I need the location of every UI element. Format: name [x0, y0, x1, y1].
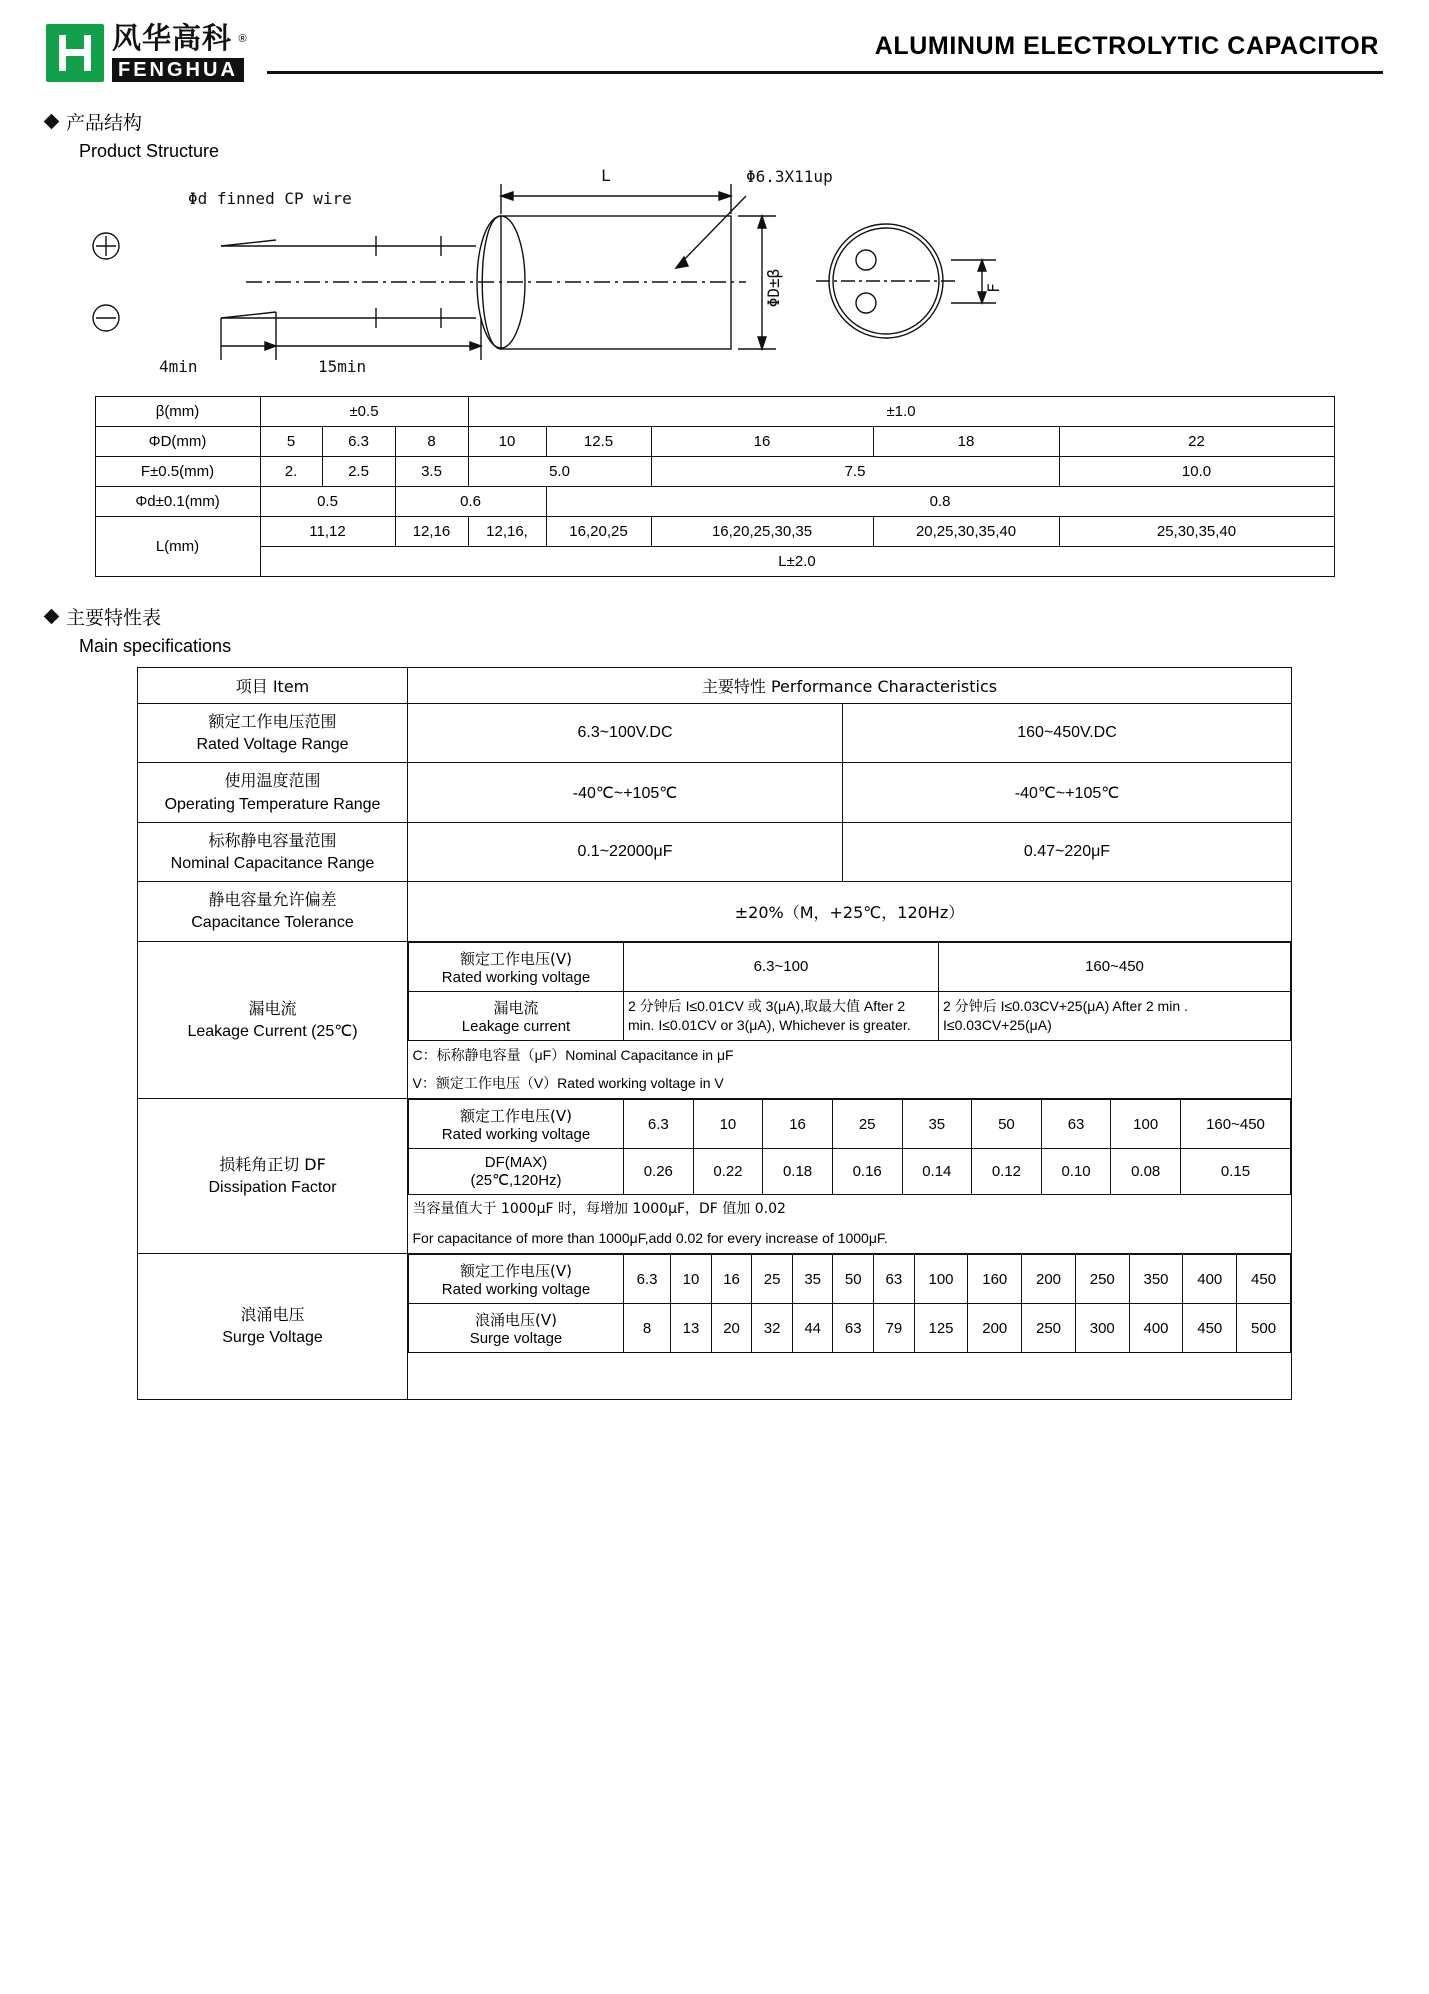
dim-label-F: F [984, 283, 1003, 293]
table-row [95, 517, 1334, 547]
df-value: 0.16 [832, 1149, 902, 1195]
df-value: 0.12 [972, 1149, 1042, 1195]
df-voltage-value: 63 [1041, 1100, 1111, 1149]
df-value: 0.22 [693, 1149, 763, 1195]
leakage-note-v: V：额定工作电压（V）Rated working voltage in V [412, 1075, 724, 1092]
leakage-note-c: C：标称静电容量（μF）Nominal Capacitance in μF [412, 1046, 734, 1063]
df-value: 0.18 [763, 1149, 833, 1195]
dim-cell: 16 [651, 427, 873, 457]
main-specifications-table [137, 667, 1292, 1400]
logo-chinese-name: 风华高科 [112, 21, 233, 55]
table-row [138, 822, 1292, 881]
product-structure-section [46, 108, 1383, 577]
dissipation-block [408, 1099, 1292, 1254]
label-cn: 漏电流 [248, 998, 297, 1018]
dim-head-F: F±0.5(mm) [95, 457, 260, 487]
dim-head-L: L(mm) [95, 517, 260, 577]
section-heading-en: Main specifications [79, 636, 232, 656]
dim-cell: 12.5 [546, 427, 651, 457]
surge-inner-table [408, 1254, 1291, 1399]
table-row [95, 397, 1334, 427]
label-en: Rated Voltage Range [196, 736, 349, 754]
value-rated-voltage-low: 6.3~100V.DC [408, 704, 843, 763]
table-row [409, 1040, 1291, 1069]
surge-rated-value: 16 [711, 1255, 752, 1304]
df-voltage-value: 100 [1111, 1100, 1181, 1149]
label-en: Dissipation Factor [208, 1179, 337, 1197]
label-en: Nominal Capacitance Range [170, 854, 375, 872]
table-row [138, 941, 1292, 1099]
leakage-voltage-label [409, 942, 624, 991]
dim-label-4min: 4min [159, 357, 198, 376]
surge-rated-value: 400 [1183, 1255, 1237, 1304]
leakage-voltage-high: 160~450 [939, 942, 1291, 991]
dim-cell: 16,20,25,30,35 [651, 517, 873, 547]
value-rated-voltage-high: 160~450V.DC [843, 704, 1292, 763]
section-heading-main-specs [46, 603, 1383, 630]
df-value: 0.08 [1111, 1149, 1181, 1195]
df-voltage-value: 10 [693, 1100, 763, 1149]
row-label-nominal-capacitance [138, 822, 408, 881]
dim-label-15min: 15min [318, 357, 367, 376]
surge-value: 13 [671, 1304, 712, 1353]
surge-value: 63 [833, 1304, 874, 1353]
label-cn: 使用温度范围 [224, 771, 321, 791]
df-voltage-value: 25 [832, 1100, 902, 1149]
dim-cell: 11,12 [260, 517, 395, 547]
dimension-table [95, 396, 1335, 577]
dim-cell: 12,16, [468, 517, 546, 547]
table-header-row [138, 668, 1292, 704]
table-row [138, 1099, 1292, 1254]
dim-cell: 20,25,30,35,40 [873, 517, 1059, 547]
label-en: Operating Temperature Range [164, 795, 381, 813]
surge-rated-value: 10 [671, 1255, 712, 1304]
dim-cell: 10.0 [1059, 457, 1334, 487]
dim-head-D: ΦD(mm) [95, 427, 260, 457]
label-en: Rated working voltage [441, 1126, 591, 1144]
surge-block [408, 1254, 1292, 1400]
fenghua-logo-icon [46, 24, 104, 82]
label-cn: 静电容量允许偏差 [208, 890, 337, 910]
table-row [409, 1224, 1291, 1253]
dim-cell: 5 [260, 427, 322, 457]
label-en: Leakage current [461, 1017, 571, 1035]
df-voltage-value: 50 [972, 1100, 1042, 1149]
label-cn: 额定工作电压(V) [460, 1107, 572, 1126]
surge-rated-value: 6.3 [624, 1255, 671, 1304]
surge-value: 450 [1183, 1304, 1237, 1353]
surge-rated-value: 50 [833, 1255, 874, 1304]
surge-value: 300 [1075, 1304, 1129, 1353]
label-en: Surge voltage [469, 1330, 563, 1348]
diamond-bullet-icon [44, 609, 60, 625]
surge-value: 125 [914, 1304, 968, 1353]
label-cn: 浪涌电压 [240, 1305, 305, 1325]
dim-cell: 16,20,25 [546, 517, 651, 547]
value-temp-low: -40℃~+105℃ [408, 763, 843, 822]
dim-head-beta: β(mm) [95, 397, 260, 427]
label-en: Capacitance Tolerance [191, 914, 354, 932]
logo-english-name: FENGHUA [112, 58, 244, 82]
label-en: Surge Voltage [222, 1329, 323, 1347]
dim-cell: 7.5 [651, 457, 1059, 487]
row-label-surge-voltage [138, 1254, 408, 1400]
dim-label-D: ΦD±β [764, 268, 783, 308]
label-cn: 漏电流 [493, 998, 539, 1017]
leakage-inner-table [408, 942, 1291, 1099]
df-value: 0.14 [902, 1149, 972, 1195]
surge-spacer [409, 1353, 1291, 1399]
df-value: 0.10 [1041, 1149, 1111, 1195]
main-specifications-section [46, 603, 1383, 1400]
page-header [46, 18, 1383, 82]
diamond-bullet-icon [44, 114, 60, 130]
leakage-current-label [409, 991, 624, 1040]
section-heading-en: Product Structure [79, 141, 220, 161]
section-heading-cn: 主要特性表 [66, 607, 162, 629]
table-row [409, 1149, 1291, 1195]
table-row [138, 1254, 1292, 1400]
row-label-dissipation-factor [138, 1099, 408, 1254]
surge-value: 200 [968, 1304, 1022, 1353]
table-row [409, 1069, 1291, 1098]
dim-cell: 2. [260, 457, 322, 487]
col-header-performance: 主要特性 Performance Characteristics [408, 668, 1292, 704]
dim-head-d: Φd±0.1(mm) [95, 487, 260, 517]
label-cn: 损耗角正切 DF [219, 1154, 326, 1174]
surge-value: 44 [792, 1304, 833, 1353]
surge-value: 32 [752, 1304, 793, 1353]
surge-rated-value: 450 [1237, 1255, 1291, 1304]
dim-cell: 2.5 [322, 457, 395, 487]
row-label-leakage-current [138, 941, 408, 1099]
table-row [409, 991, 1291, 1040]
label-cn: 标称静电容量范围 [208, 830, 337, 850]
table-row [95, 427, 1334, 457]
table-row [409, 1255, 1291, 1304]
surge-rated-value: 160 [968, 1255, 1022, 1304]
surge-rated-value: 250 [1075, 1255, 1129, 1304]
dim-label-L: L [601, 168, 611, 185]
df-value: 0.15 [1181, 1149, 1291, 1195]
header-divider [267, 71, 1383, 74]
df-note-cn: 当容量值大于 1000μF 时，每增加 1000μF，DF 值加 0.02 [412, 1201, 786, 1218]
df-value: 0.26 [624, 1149, 694, 1195]
surge-rated-value: 200 [1022, 1255, 1076, 1304]
dim-cell: ±0.5 [260, 397, 468, 427]
capacitor-drawing [46, 168, 1383, 388]
dim-cell: 0.5 [260, 487, 395, 517]
table-row [409, 942, 1291, 991]
dim-cell: 25,30,35,40 [1059, 517, 1334, 547]
table-row [138, 704, 1292, 763]
surge-rated-value: 350 [1129, 1255, 1183, 1304]
page-title: ALUMINUM ELECTROLYTIC CAPACITOR [874, 32, 1379, 60]
value-capacitance-high: 0.47~220μF [843, 822, 1292, 881]
row-label-operating-temperature [138, 763, 408, 822]
table-row [95, 547, 1334, 577]
table-row [409, 1195, 1291, 1224]
df-max-label [409, 1149, 624, 1195]
dim-cell: ±1.0 [468, 397, 1334, 427]
leakage-current-block [408, 941, 1292, 1099]
dim-cell: 22 [1059, 427, 1334, 457]
dim-cell: 3.5 [395, 457, 468, 487]
dissipation-inner-table [408, 1099, 1291, 1253]
table-row [409, 1100, 1291, 1149]
col-header-item: 项目 Item [138, 668, 408, 704]
surge-value: 8 [624, 1304, 671, 1353]
df-voltage-value: 35 [902, 1100, 972, 1149]
surge-value: 79 [874, 1304, 915, 1353]
dim-cell: 0.8 [546, 487, 1334, 517]
leakage-voltage-low: 6.3~100 [624, 942, 939, 991]
table-row [138, 763, 1292, 822]
company-logo [46, 21, 247, 82]
table-row [95, 487, 1334, 517]
df-voltage-value: 16 [763, 1100, 833, 1149]
label-en: Rated working voltage [441, 1281, 591, 1299]
leakage-current-low: 2 分钟后 I≤0.01CV 或 3(μA),取最大值 After 2 min. I≤0.01CV or 3(μA), Whichever is greater. [624, 991, 939, 1040]
label-cn: 额定工作电压(V) [460, 1262, 572, 1281]
label-en: Leakage Current (25℃) [187, 1022, 358, 1040]
surge-value: 500 [1237, 1304, 1291, 1353]
label-en: Rated working voltage [441, 968, 591, 986]
section-heading-product-structure [46, 108, 1383, 135]
surge-rated-value: 35 [792, 1255, 833, 1304]
value-capacitance-tolerance: ±20%（M，+25℃，120Hz） [408, 882, 1292, 941]
capacitor-outline-diagram [46, 168, 1376, 383]
dim-cell: 18 [873, 427, 1059, 457]
surge-value: 250 [1022, 1304, 1076, 1353]
registered-icon: ® [238, 32, 247, 45]
df-voltage-label [409, 1100, 624, 1149]
dim-label-phi-top: Φ6.3X11up [746, 168, 833, 186]
row-label-rated-voltage [138, 704, 408, 763]
surge-rated-value: 25 [752, 1255, 793, 1304]
surge-value: 20 [711, 1304, 752, 1353]
label-en: (25℃,120Hz) [470, 1172, 562, 1190]
surge-rated-value: 100 [914, 1255, 968, 1304]
surge-rated-value: 63 [874, 1255, 915, 1304]
df-voltage-value: 6.3 [624, 1100, 694, 1149]
section-heading-cn: 产品结构 [66, 112, 143, 134]
label-cn: 额定工作电压(V) [460, 949, 572, 968]
dim-cell: 5.0 [468, 457, 651, 487]
table-row [409, 1353, 1291, 1399]
table-row [409, 1304, 1291, 1353]
label-cn: 额定工作电压范围 [208, 712, 337, 731]
dim-label-wire: Φd finned CP wire [188, 189, 352, 208]
row-label-capacitance-tolerance [138, 882, 408, 941]
dim-cell: 10 [468, 427, 546, 457]
value-temp-high: -40℃~+105℃ [843, 763, 1292, 822]
value-capacitance-low: 0.1~22000μF [408, 822, 843, 881]
label-cn: DF(MAX) [484, 1154, 548, 1172]
df-note-en: For capacitance of more than 1000μF,add 0.02 for every increase of 1000μF. [412, 1230, 888, 1247]
df-voltage-value: 160~450 [1181, 1100, 1291, 1149]
dim-cell: 8 [395, 427, 468, 457]
label-cn: 浪涌电压(V) [475, 1311, 557, 1330]
dim-cell: 12,16 [395, 517, 468, 547]
leakage-current-high: 2 分钟后 I≤0.03CV+25(μA) After 2 min . I≤0.03CV+25(μA) [939, 991, 1291, 1040]
table-row [95, 457, 1334, 487]
table-row [138, 882, 1292, 941]
dim-cell-l-tolerance: L±2.0 [260, 547, 1334, 577]
dim-cell: 6.3 [322, 427, 395, 457]
surge-value: 400 [1129, 1304, 1183, 1353]
surge-voltage-label [409, 1255, 624, 1304]
dim-cell: 0.6 [395, 487, 546, 517]
surge-value-label [409, 1304, 624, 1353]
